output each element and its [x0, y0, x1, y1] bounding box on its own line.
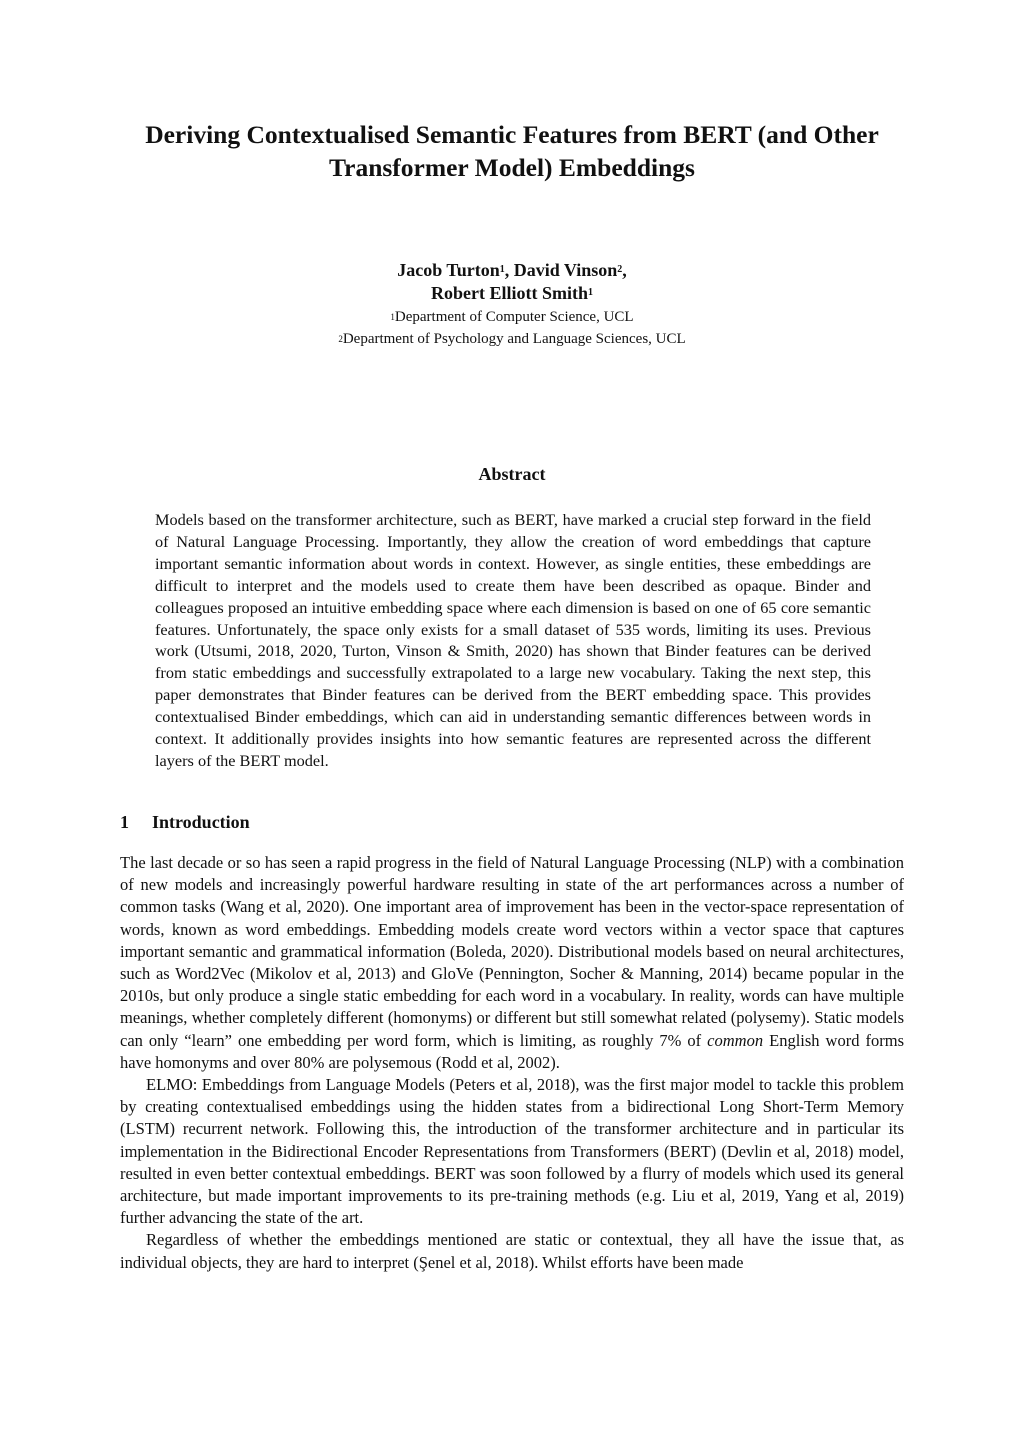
- paragraph-2: ELMO: Embeddings from Language Models (Peters et al, 2018), was the first major model to tackle this problem by creating contextualised embeddings using the hidden states from a bidirectional Long Short-Term Memory (LSTM) recurrent network. Following this, the introduction of the transformer architecture and in particular its implementation in the Bidirectional Encoder Representations from Transformers (BERT) (Devlin et al, 2018) model, resulted in even better contextual embeddings. BERT was soon followed by a flurry of models which used its general architecture, but made important improvements to its pre-training methods (e.g. Liu et al, 2019, Yang et al, 2019) further advancing the state of the art.: [120, 1075, 904, 1228]
- affiliation-1: [250, 306, 774, 328]
- introduction-body: [120, 852, 904, 1274]
- affiliation-2: [250, 328, 774, 350]
- author-affiliation-mark: 1: [499, 264, 505, 275]
- affiliation-text: Department of Psychology and Language Sciences, UCL: [342, 331, 686, 347]
- paragraph-text: The last decade or so has seen a rapid progress in the field of Natural Language Processing (NLP) with a combination of new models and increasingly powerful hardware resulting in state of the art performances across a number of common tasks (Wang et al, 2020). One important area of improvement has been in the vector-space representation of words, known as word embeddings. Embedding models create word vectors within a vector space that captures important semantic and grammatical information (Boleda, 2020). Distributional models based on neural architectures, such as Word2Vec (Mikolov et al, 2013) and GloVe (Pennington, Socher & Manning, 2014) became popular in the 2010s, but only produce a single static embedding for each word in a vocabulary. In reality, words can have multiple meanings, whether completely different (homonyms) or different but still somewhat related (polysemy). Static models can only “learn” one embedding per word form, which is limiting, as roughly 7% of: [120, 853, 904, 1050]
- paragraph-1: [120, 852, 904, 1074]
- section-title: Introduction: [152, 812, 250, 832]
- section-heading: [120, 812, 250, 833]
- abstract-heading: Abstract: [478, 464, 546, 484]
- affiliation-mark: 2: [338, 334, 343, 344]
- author-list: Jacob Turton$^1$, David Vinson$^2$, Robert Elliott Smith$^1$: [397, 260, 627, 303]
- affiliation-mark: 1: [390, 312, 395, 322]
- author-name: Jacob Turton: [397, 260, 500, 280]
- author-name: David Vinson: [513, 260, 618, 280]
- paper-title: Deriving Contextualised Semantic Features from BERT (and Other Transformer Model) Embeddings: [145, 120, 879, 182]
- abstract-body: Models based on the transformer architecture, such as BERT, have marked a crucial step forward in the field of Natural Language Processing. Importantly, they allow the creation of word embeddings that capture important semantic information about words in context. However, as single entities, these embeddings are difficult to interpret and the models used to create them have been described as opaque. Binder and colleagues proposed an intuitive embedding space where each dimension is based on one of 65 core semantic features. Unfortunately, the space only exists for a small dataset of 535 words, limiting its uses. Previous work (Utsumi, 2018, 2020, Turton, Vinson & Smith, 2020) has shown that Binder features can be derived from static embeddings and successfully extrapolated to a large new vocabulary. Taking the next step, this paper demonstrates that Binder features can be derived from the BERT embedding space. This provides contextualised Binder embeddings, which can aid in understanding semantic differences between words in context. It additionally provides insights into how semantic features are represented across the different layers of the BERT model.: [155, 510, 871, 770]
- author-affiliation-mark: 2: [617, 264, 623, 275]
- affiliation-text: Department of Computer Science, UCL: [394, 309, 634, 325]
- emphasis-text: common: [707, 1030, 764, 1050]
- affiliation-list: [250, 306, 774, 350]
- paragraph-3: Regardless of whether the embeddings mentioned are static or contextual, they all have the issue that, as individual objects, they are hard to interpret (Şenel et al, 2018). Whilst efforts have been made: [120, 1230, 904, 1272]
- section-number: 1: [120, 812, 129, 832]
- author-affiliation-mark: 1: [588, 287, 593, 298]
- author-name: Robert Elliott Smith: [431, 283, 588, 303]
- paragraph-text: English word forms have homonyms and over 80% are polysemous (Rodd et al, 2002).: [120, 1030, 904, 1072]
